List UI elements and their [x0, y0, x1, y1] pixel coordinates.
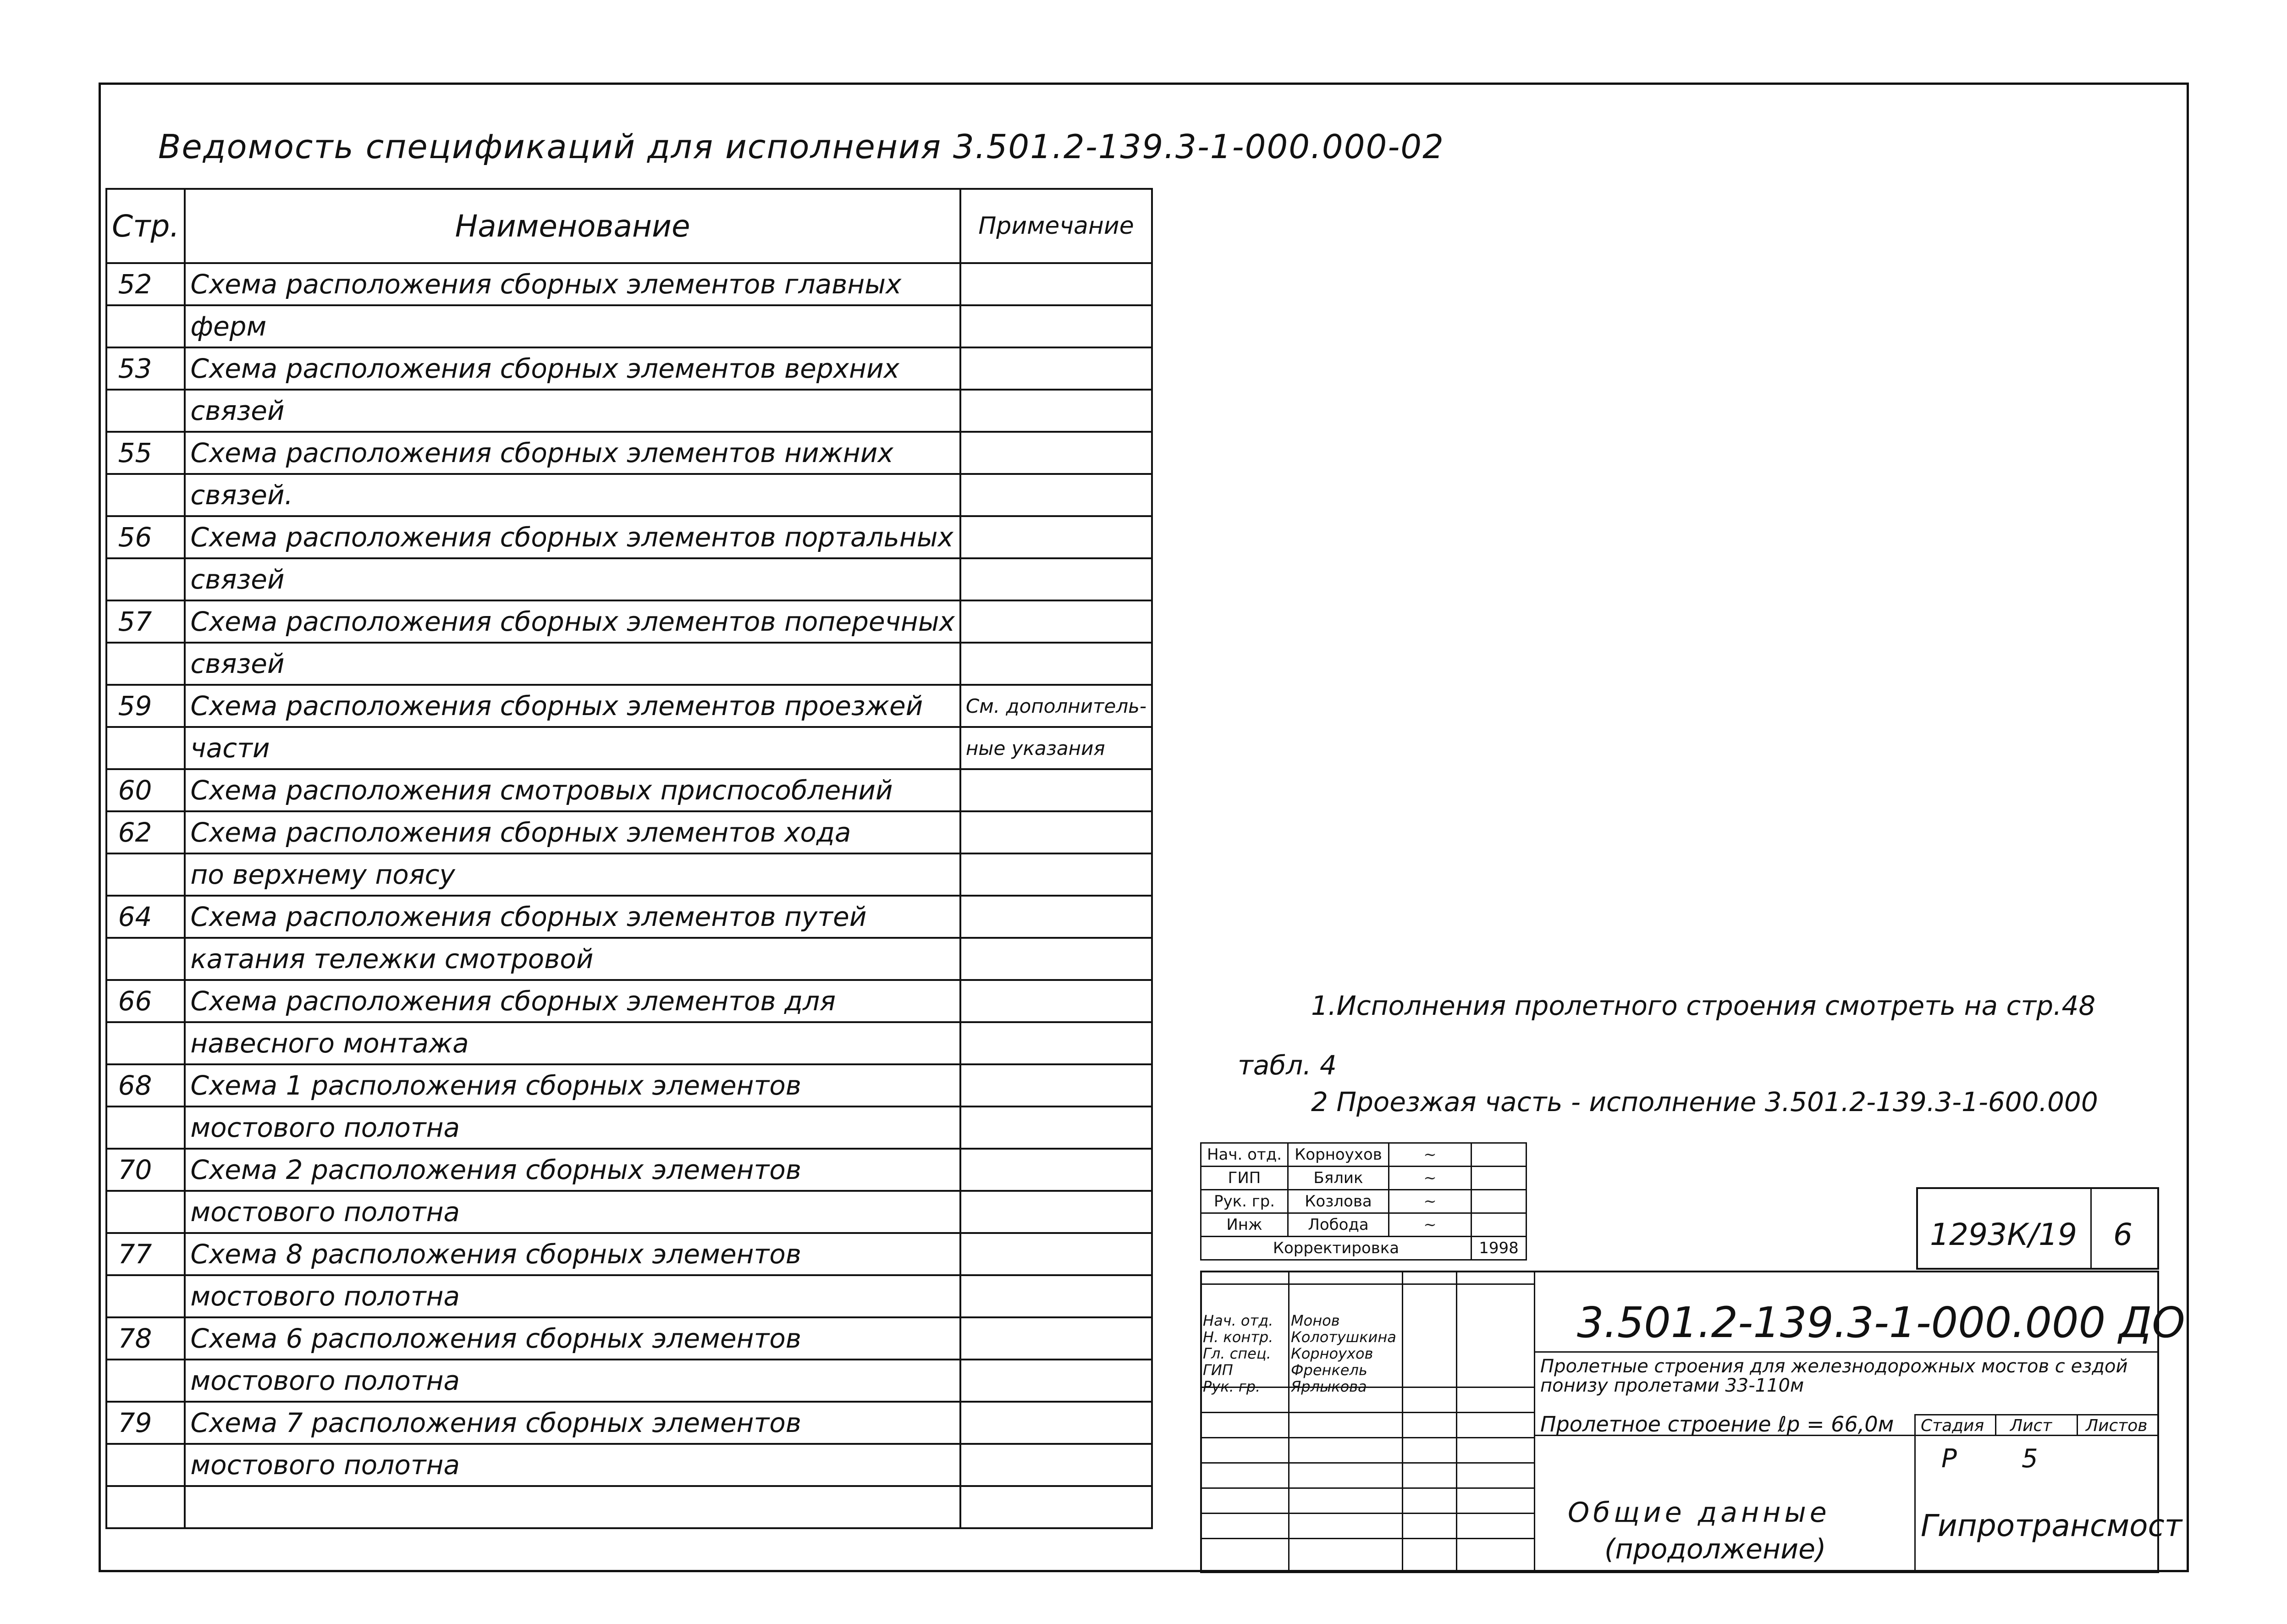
- row-name: [185, 1486, 960, 1528]
- row-name: Схема расположения сборных элементов портальных: [185, 516, 960, 558]
- archive-number: 1293К/19: [1930, 1217, 2078, 1252]
- table-row: [106, 1233, 1152, 1275]
- table-row: [106, 1402, 1152, 1444]
- row-name: мостового полотна: [185, 1444, 960, 1486]
- approval-extra: [1471, 1167, 1527, 1190]
- sheet-title: Ведомость спецификаций для исполнения 3.501.2-139.3-1-000.000-02: [158, 127, 1444, 166]
- table-row: [106, 516, 1152, 558]
- stage-value: Р: [1941, 1444, 1957, 1474]
- row-page: 60: [106, 769, 185, 811]
- row-page: [106, 558, 185, 600]
- row-note: [960, 896, 1152, 938]
- row-note: [960, 1360, 1152, 1402]
- row-name: навесного монтажа: [185, 1022, 960, 1064]
- header-page: Стр.: [106, 189, 185, 263]
- row-note: [960, 432, 1152, 474]
- row-note: [960, 1275, 1152, 1317]
- row-name: части: [185, 727, 960, 769]
- approval-row: [1201, 1190, 1527, 1213]
- document-code: 3.501.2-139.3-1-000.000 ДО: [1577, 1298, 2185, 1347]
- row-note: [960, 811, 1152, 853]
- project-title: Пролетные строения для железнодорожных мостов с ездой понизу пролетами 33-110м: [1540, 1356, 2128, 1396]
- approval-role: Инж: [1201, 1213, 1288, 1237]
- row-name: Схема расположения сборных элементов проезжей: [185, 685, 960, 727]
- span-title: Пролетное строение ℓр = 66,0м: [1540, 1412, 1894, 1437]
- section-subtitle: (продолжение): [1604, 1533, 1826, 1565]
- row-note: ные указания: [960, 727, 1152, 769]
- signer-name: Френкель: [1291, 1361, 1367, 1379]
- table-row: [106, 263, 1152, 305]
- signer-role: Рук. гр.: [1203, 1378, 1261, 1395]
- table-row: [106, 1064, 1152, 1107]
- approval-extra: [1471, 1190, 1527, 1213]
- signer-name: Колотушкина: [1291, 1328, 1396, 1346]
- row-name: Схема 7 расположения сборных элементов: [185, 1402, 960, 1444]
- sheet-value: 5: [2022, 1444, 2038, 1474]
- row-page: 56: [106, 516, 185, 558]
- signature: ~: [1389, 1167, 1471, 1190]
- row-name: по верхнему поясу: [185, 853, 960, 896]
- table-row: [106, 727, 1152, 769]
- approval-role: Рук. гр.: [1201, 1190, 1288, 1213]
- row-page: 57: [106, 600, 185, 643]
- specification-table: [105, 188, 1153, 1529]
- row-page: [106, 305, 185, 347]
- row-page: 59: [106, 685, 185, 727]
- approval-role: ГИП: [1201, 1167, 1288, 1190]
- row-page: [106, 1275, 185, 1317]
- approval-table: [1200, 1142, 1527, 1261]
- row-page: [106, 390, 185, 432]
- approval-role: Нач. отд.: [1201, 1143, 1288, 1167]
- signer-name: Монов: [1291, 1312, 1340, 1329]
- table-row: [106, 896, 1152, 938]
- row-note: [960, 305, 1152, 347]
- note-1-table-ref: табл. 4: [1238, 1050, 1337, 1081]
- table-row: [106, 1022, 1152, 1064]
- table-body: [106, 263, 1152, 1528]
- table-row: [106, 980, 1152, 1022]
- table-row: [106, 1360, 1152, 1402]
- signer-name: Ярлыкова: [1291, 1378, 1367, 1395]
- row-name: Схема 1 расположения сборных элементов: [185, 1064, 960, 1107]
- row-page: 52: [106, 263, 185, 305]
- table-row: [106, 685, 1152, 727]
- row-note: [960, 769, 1152, 811]
- row-page: 66: [106, 980, 185, 1022]
- row-page: [106, 1107, 185, 1149]
- table-row: [106, 1486, 1152, 1528]
- row-name: Схема расположения смотровых приспособлений: [185, 769, 960, 811]
- signer-role: Нач. отд.: [1203, 1312, 1273, 1329]
- row-page: [106, 643, 185, 685]
- row-note: [960, 390, 1152, 432]
- table-row: [106, 1317, 1152, 1360]
- row-name: связей: [185, 643, 960, 685]
- row-name: связей.: [185, 474, 960, 516]
- row-name: катания тележки смотровой: [185, 938, 960, 980]
- table-row: [106, 643, 1152, 685]
- row-page: 77: [106, 1233, 185, 1275]
- row-note: [960, 1402, 1152, 1444]
- row-note: См. дополнитель-: [960, 685, 1152, 727]
- row-name: мостового полотна: [185, 1191, 960, 1233]
- row-name: Схема 2 расположения сборных элементов: [185, 1149, 960, 1191]
- table-row: [106, 769, 1152, 811]
- approval-name: Бялик: [1288, 1167, 1389, 1190]
- row-page: 53: [106, 347, 185, 390]
- row-name: Схема расположения сборных элементов путей: [185, 896, 960, 938]
- signature: ~: [1389, 1143, 1471, 1167]
- table-header-row: [106, 189, 1152, 263]
- row-note: [960, 347, 1152, 390]
- row-page: [106, 853, 185, 896]
- row-page: 55: [106, 432, 185, 474]
- row-page: 64: [106, 896, 185, 938]
- correction-label: Корректировка: [1201, 1237, 1471, 1260]
- section-title: Общие данные: [1568, 1497, 1830, 1529]
- row-page: [106, 1360, 185, 1402]
- row-name: Схема расположения сборных элементов нижних: [185, 432, 960, 474]
- row-name: связей: [185, 558, 960, 600]
- row-note: [960, 1149, 1152, 1191]
- sheets-label: Листов: [2086, 1416, 2148, 1435]
- row-note: [960, 853, 1152, 896]
- table-row: [106, 1107, 1152, 1149]
- row-note: [960, 1444, 1152, 1486]
- row-page: [106, 1022, 185, 1064]
- table-row: [106, 558, 1152, 600]
- row-note: [960, 1022, 1152, 1064]
- row-name: Схема расположения сборных элементов для: [185, 980, 960, 1022]
- row-name: Схема расположения сборных элементов хода: [185, 811, 960, 853]
- row-page: 68: [106, 1064, 185, 1107]
- table-row: [106, 390, 1152, 432]
- table-row: [106, 432, 1152, 474]
- signature: ~: [1389, 1190, 1471, 1213]
- table-row: [106, 347, 1152, 390]
- note-2: 2 Проезжая часть - исполнение 3.501.2-139.3-1-600.000: [1311, 1086, 2098, 1118]
- row-page: 70: [106, 1149, 185, 1191]
- row-page: 62: [106, 811, 185, 853]
- row-note: [960, 980, 1152, 1022]
- row-note: [960, 474, 1152, 516]
- header-note: Примечание: [960, 189, 1152, 263]
- signer-role: Гл. спец.: [1203, 1345, 1271, 1362]
- table-row: [106, 474, 1152, 516]
- row-note: [960, 263, 1152, 305]
- row-page: [106, 938, 185, 980]
- signer-name: Корноухов: [1291, 1345, 1373, 1362]
- row-note: [960, 1233, 1152, 1275]
- row-note: [960, 1191, 1152, 1233]
- row-note: [960, 600, 1152, 643]
- approval-name: Корноухов: [1288, 1143, 1389, 1167]
- row-name: мостового полотна: [185, 1107, 960, 1149]
- approval-row: [1201, 1143, 1527, 1167]
- approval-name: Козлова: [1288, 1190, 1389, 1213]
- row-name: мостового полотна: [185, 1360, 960, 1402]
- row-page: 78: [106, 1317, 185, 1360]
- approval-row: [1201, 1167, 1527, 1190]
- row-note: [960, 1064, 1152, 1107]
- table-row: [106, 811, 1152, 853]
- stage-label: Стадия: [1921, 1416, 1984, 1435]
- correction-row: [1201, 1237, 1527, 1260]
- signature: ~: [1389, 1213, 1471, 1237]
- signer-role: Н. контр.: [1203, 1328, 1273, 1346]
- correction-year: 1998: [1471, 1237, 1527, 1260]
- row-note: [960, 1317, 1152, 1360]
- sheet-label: Лист: [2010, 1416, 2052, 1435]
- row-name: Схема расположения сборных элементов верхних: [185, 347, 960, 390]
- row-note: [960, 1486, 1152, 1528]
- row-page: [106, 1486, 185, 1528]
- row-name: Схема 6 расположения сборных элементов: [185, 1317, 960, 1360]
- row-name: Схема расположения сборных элементов поперечных: [185, 600, 960, 643]
- row-name: Схема 8 расположения сборных элементов: [185, 1233, 960, 1275]
- table-row: [106, 1149, 1152, 1191]
- row-note: [960, 516, 1152, 558]
- row-page: [106, 727, 185, 769]
- row-name: связей: [185, 390, 960, 432]
- row-note: [960, 643, 1152, 685]
- table-row: [106, 938, 1152, 980]
- approval-extra: [1471, 1143, 1527, 1167]
- header-name: Наименование: [185, 189, 960, 263]
- table-row: [106, 1191, 1152, 1233]
- organization: Гипротрансмост: [1921, 1508, 2182, 1543]
- row-name: ферм: [185, 305, 960, 347]
- signer-role: ГИП: [1203, 1361, 1233, 1379]
- row-note: [960, 938, 1152, 980]
- row-page: [106, 1444, 185, 1486]
- table-row: [106, 853, 1152, 896]
- row-note: [960, 1107, 1152, 1149]
- row-name: Схема расположения сборных элементов главных: [185, 263, 960, 305]
- approval-name: Лобода: [1288, 1213, 1389, 1237]
- row-page: [106, 474, 185, 516]
- row-page: 79: [106, 1402, 185, 1444]
- table-row: [106, 1275, 1152, 1317]
- approval-row: [1201, 1213, 1527, 1237]
- note-1: 1.Исполнения пролетного строения смотреть на стр.48: [1311, 990, 2096, 1021]
- row-name: мостового полотна: [185, 1275, 960, 1317]
- table-row: [106, 305, 1152, 347]
- table-row: [106, 1444, 1152, 1486]
- table-row: [106, 600, 1152, 643]
- approval-extra: [1471, 1213, 1527, 1237]
- archive-sheet: 6: [2113, 1217, 2133, 1252]
- row-note: [960, 558, 1152, 600]
- row-page: [106, 1191, 185, 1233]
